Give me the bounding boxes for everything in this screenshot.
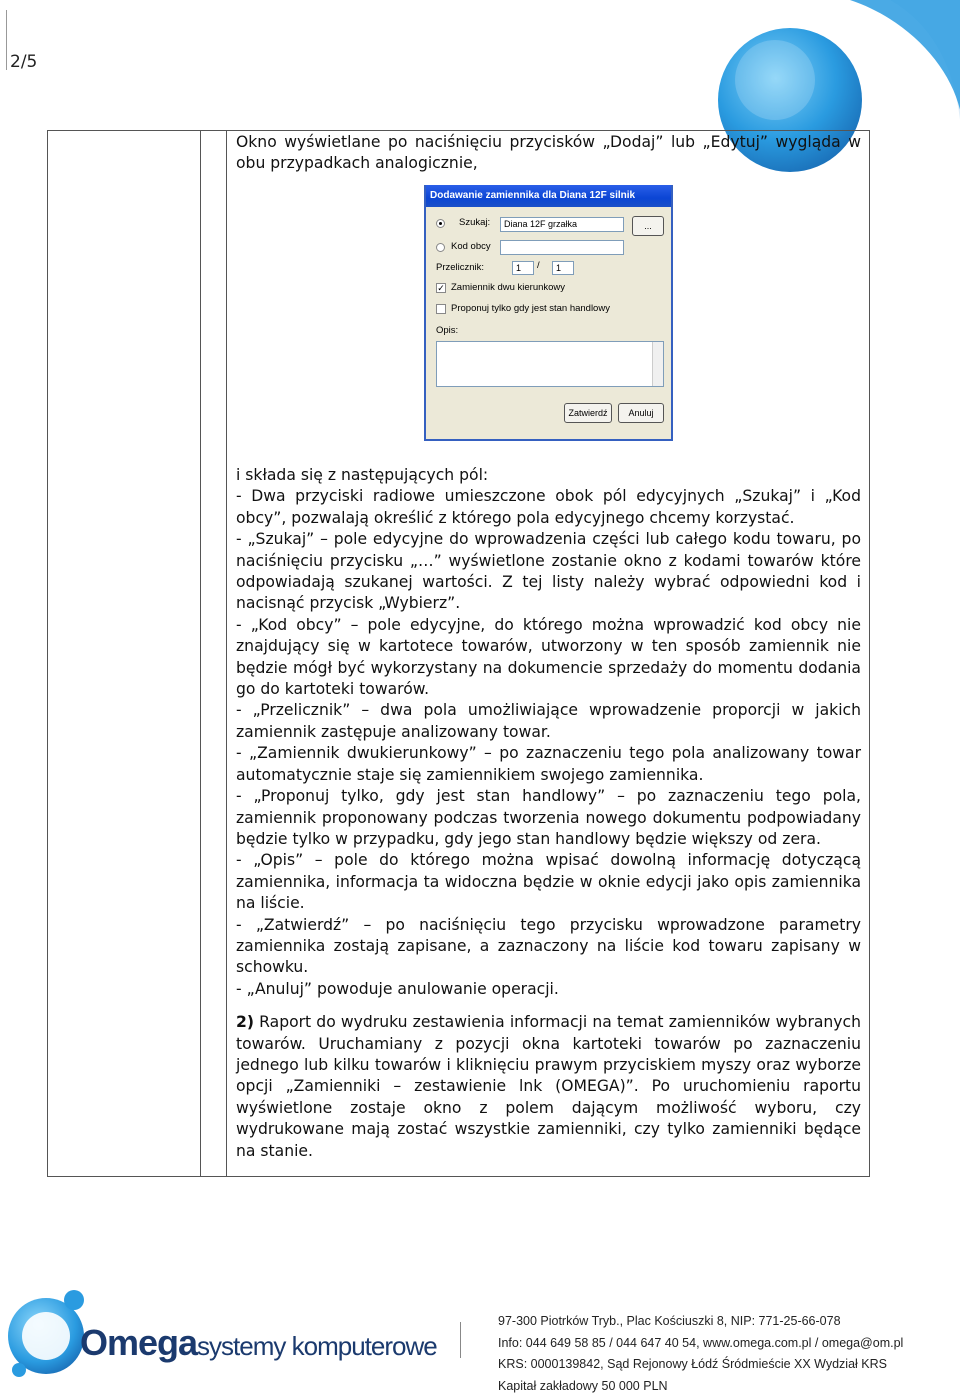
replacement-dialog	[424, 185, 673, 441]
browse-button[interactable]: ...	[632, 216, 664, 236]
ratio-right-input[interactable]: 1	[552, 261, 574, 275]
footer-info	[498, 1311, 958, 1397]
search-radio[interactable]	[436, 219, 445, 228]
dialog-title: Dodawanie zamiennika dla Diana 12F silnik	[426, 185, 671, 207]
search-input[interactable]: Diana 12F grzałka	[500, 217, 624, 232]
ratio-left-input[interactable]: 1	[512, 261, 534, 275]
paragraph: - „Anuluj” powoduje anulowanie operacji.	[236, 979, 861, 1000]
spacer	[236, 1000, 861, 1012]
footer-capital: Kapitał zakładowy 50 000 PLN	[498, 1376, 958, 1397]
search-radio-label: Szukaj:	[459, 217, 490, 228]
section-2-text: Raport do wydruku zestawienia informacji na temat zamienników wybranych towarów. Uruchamiany z pozycji okna kartoteki towarów po zaznaczeniu jednego lub kilku towarów i kliknięciu prawym przyciskiem myszy oraz wyborze opcji „Zamienniki – zestawienie lnk (OMEGA)”. Po uruchomieniu raportu wyświetlone zostaje okno z polem dającym możliwość wyboru, czy wydrukowane mają zostać wszystkie zamienniki, czy tylko zamienniki będące na stanie.	[236, 1013, 861, 1159]
footer-divider	[460, 1322, 461, 1358]
paragraph: - Dwa przyciski radiowe umieszczone obok pól edycyjnych „Szukaj” i „Kod obcy”, pozwalają określić z którego pola edycyjnego chcemy korzystać.	[236, 486, 861, 529]
page-number: 2/5	[10, 52, 37, 72]
paragraph: i składa się z następujących pól:	[236, 465, 861, 486]
logo-omega-text: Omega	[80, 1322, 197, 1363]
ratio-separator: /	[537, 260, 540, 271]
code-radio-label: Kod obcy	[451, 241, 491, 252]
paragraph: - „Przelicznik” – dwa pola umożliwiające wprowadzenie proporcji w jakich zamiennik zastępuje analizowany towar.	[236, 700, 861, 743]
footer-contact: Info: 044 649 58 85 / 044 647 40 54, www.omega.com.pl / omega@om.pl	[498, 1333, 958, 1355]
dialog-screenshot	[424, 185, 673, 441]
description-scrollbar[interactable]	[652, 342, 663, 386]
paragraph: - „Zamiennik dwukierunkowy” – po zaznaczeniu tego pola analizowany towar automatycznie staje się zamiennikiem swojego zamiennika.	[236, 743, 861, 786]
footer-address: 97-300 Piotrków Tryb., Plac Kościuszki 8, NIP: 771-25-66-078	[498, 1311, 958, 1333]
description-label: Opis:	[436, 325, 458, 336]
code-input[interactable]	[500, 240, 624, 255]
ratio-label: Przelicznik:	[436, 262, 484, 273]
section-2-number: 2)	[236, 1013, 254, 1031]
bidirectional-label: Zamiennik dwu kierunkowy	[451, 282, 565, 293]
confirm-button[interactable]: Zatwierdź	[564, 403, 612, 423]
paragraph: - „Kod obcy” – pole edycyjne, do którego można wprowadzić kod obcy nie znajdujący się w kartotece towarów, utworzony w ten sposób zamiennik nie będzie mógł być wykorzystany na dokumencie sprzedaży do momentu dodania go do kartoteki towarów.	[236, 615, 861, 701]
bidirectional-checkbox[interactable]: ✓	[436, 283, 446, 293]
code-radio[interactable]	[436, 243, 445, 252]
paragraph: - „Proponuj tylko, gdy jest stan handlowy” – po zaznaczeniu tego pola, zamiennik proponowany podczas tworzenia nowego dokumentu podpowiadany będzie tylko w przypadku, gdy jego stan handlowy będzie większy od zera.	[236, 786, 861, 850]
column-divider	[226, 130, 227, 1177]
section-2	[236, 1012, 861, 1162]
company-logo	[80, 1322, 437, 1364]
description-textarea[interactable]	[436, 341, 664, 387]
cancel-button[interactable]: Anuluj	[618, 403, 664, 423]
margin-line	[6, 10, 7, 70]
logo-subtitle: systemy komputerowe	[197, 1331, 437, 1361]
paragraph: - „Zatwierdź” – po naciśnięciu tego przycisku wprowadzone parametry zamiennika zostają zapisane, a zaznaczony na liście kod towaru zapisany w schowku.	[236, 915, 861, 979]
column-divider	[200, 130, 201, 1177]
stock-only-label: Proponuj tylko gdy jest stan handlowy	[451, 303, 610, 314]
paragraph: - „Szukaj” – pole edycyjne do wprowadzenia części lub całego kodu towaru, po naciśnięciu przycisku „…” wyświetlone zostanie okno z kodami towarów które odpowiadają szukanej wartości. Z tej listy należy wybrać odpowiedni kod i nacisnąć przycisk „Wybierz”.	[236, 529, 861, 615]
intro-text: Okno wyświetlane po naciśnięciu przycisków „Dodaj” lub „Edytuj” wygląda w obu przypadkach analogicznie,	[236, 132, 861, 182]
paragraph: - „Opis” – pole do którego można wpisać dowolną informację dotyczącą zamiennika, informacja ta widoczna będzie w oknie edycji jako opis zamiennika na liście.	[236, 850, 861, 914]
footer-krs: KRS: 0000139842, Sąd Rejonowy Łódź Śródmieście XX Wydział KRS	[498, 1354, 958, 1376]
stock-only-checkbox[interactable]	[436, 304, 446, 314]
